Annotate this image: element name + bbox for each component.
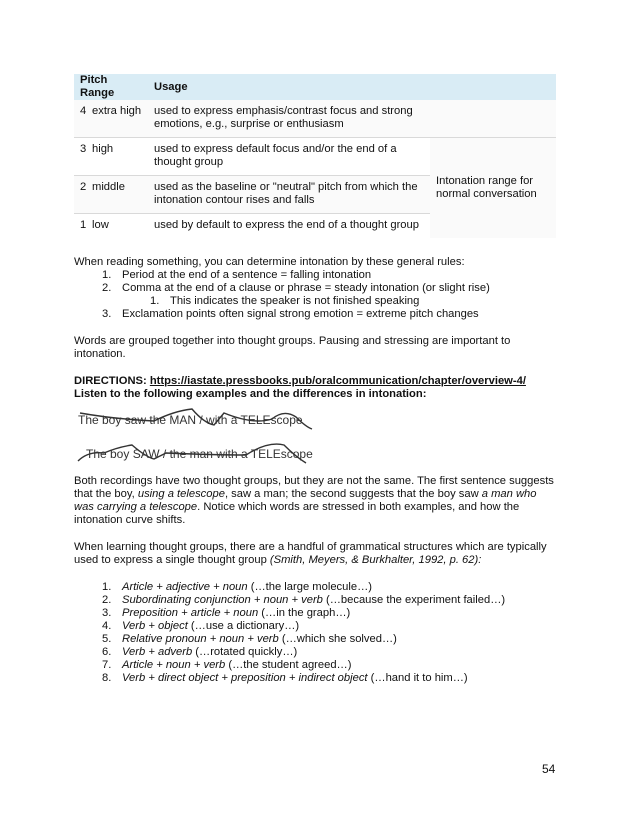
example-2-text: The boy SAW / the man with a TELEscope [86,447,313,461]
list-number: 5. [102,633,112,645]
structure-pattern: Article + adjective + noun [122,581,248,593]
level-name: low [86,214,148,239]
rules-list [74,269,556,295]
list-text: Period at the end of a sentence = falling intonation [122,269,372,281]
structure-pattern: Verb + direct object + preposition + indirect object [122,672,368,684]
list-item [74,282,556,295]
structure-pattern: Verb + adverb [122,646,193,658]
pitch-range-table [74,74,556,238]
structure-example: (…in the graph…) [258,607,351,619]
explanation-italic: using a telescope [137,488,225,500]
list-number: 3. [102,607,112,619]
structures-intro [74,541,556,567]
structure-example: (…rotated quickly…) [192,646,298,658]
page-number: 54 [542,762,556,776]
explanation-text: . Notice which words are stressed in both examples, and how the intonation curve shifts. [74,501,520,526]
structure-example: (…the student agreed…) [225,659,352,671]
level-usage: used to express default focus and/or the end of a thought group [148,138,430,176]
table-header-row [74,74,556,100]
list-number: 2. [102,594,112,606]
document-page [74,74,556,685]
list-number: 3. [102,308,112,320]
list-number: 7. [102,659,112,671]
directions-label: DIRECTIONS: [74,375,150,387]
list-number: 6. [102,646,112,658]
structures-list [74,581,556,685]
list-item [74,646,556,659]
level-name: high [86,138,148,176]
list-item [74,620,556,633]
structures-intro-text: When learning thought groups, there are a handful of grammatical structures which are typically used to express a single thought group [74,541,547,566]
level-number: 4 [74,100,86,138]
level-name: extra high [86,100,148,138]
thought-groups-paragraph: Words are grouped together into thought groups. Pausing and stressing are important to intonation. [74,335,511,360]
directions-instruction: Listen to the following examples and the differences in intonation: [74,388,427,400]
structure-pattern: Verb + object [122,620,188,632]
header-usage: Usage [148,74,556,100]
rules-section [74,256,556,321]
example-1-drawing[interactable] [74,405,556,433]
list-number: 1. [150,295,160,307]
structure-example: (…which she solved…) [278,633,397,645]
list-item [74,269,556,282]
directions-block [74,375,556,401]
explanation-paragraph [74,475,556,527]
structures-citation: (Smith, Meyers, & Burkhalter, 1992, p. 62): [269,554,482,566]
structure-example: (…because the experiment failed…) [322,594,506,606]
list-number: 4. [102,620,112,632]
list-item [74,295,556,308]
level-usage: used as the baseline or "neutral" pitch from which the intonation contour rises and falls [148,176,430,214]
level-usage: used to express emphasis/contrast focus and strong emotions, e.g., surprise or enthusiasm [148,100,430,138]
rules-sublist [74,295,556,308]
directions-line [74,375,556,388]
example-1-text: The boy saw the MAN / with a TELEscope [78,413,303,427]
rules-intro: When reading something, you can determine intonation by these general rules: [74,256,465,268]
list-item [74,659,556,672]
list-number: 1. [102,269,112,281]
empty-cell [430,100,556,138]
rules-list-continued [74,308,556,321]
list-number: 8. [102,672,112,684]
explanation-text: Both recordings have two thought groups, but they are not the same. The first sentence suggests that the boy, [74,475,554,500]
structure-example: (…use a dictionary…) [187,620,300,632]
structure-example: (…hand it to him…) [367,672,468,684]
structure-pattern: Subordinating conjunction + noun + verb [122,594,323,606]
structure-pattern: Article + noun + verb [122,659,226,671]
structure-pattern: Relative pronoun + noun + verb [122,633,279,645]
list-number: 2. [102,282,112,294]
structure-pattern: Preposition + article + noun [122,607,259,619]
list-item [74,594,556,607]
table-row [74,138,556,176]
list-text: This indicates the speaker is not finished speaking [170,295,420,307]
level-usage: used by default to express the end of a thought group [148,214,430,239]
explanation-italic: a man who was carrying a telescope [74,488,537,513]
intonation-range-note: Intonation range for normal conversation [430,138,556,239]
list-item [74,308,556,321]
structure-example: (…the large molecule…) [247,581,372,593]
list-number: 1. [102,581,112,593]
level-number: 1 [74,214,86,239]
list-text: Exclamation points often signal strong emotion = extreme pitch changes [122,308,479,320]
explanation-text: , saw a man; the second suggests that the boy saw [224,488,482,500]
list-item [74,633,556,646]
level-number: 2 [74,176,86,214]
directions-link[interactable]: https://iastate.pressbooks.pub/oralcommunication/chapter/overview-4/ [149,375,526,387]
level-number: 3 [74,138,86,176]
list-text: Comma at the end of a clause or phrase = steady intonation (or slight rise) [122,282,490,294]
level-name: middle [86,176,148,214]
example-2-drawing[interactable] [74,439,556,467]
list-item [74,607,556,620]
header-pitch-range: Pitch Range [74,74,148,100]
table-row [74,100,556,138]
list-item [74,581,556,594]
list-item [74,672,556,685]
